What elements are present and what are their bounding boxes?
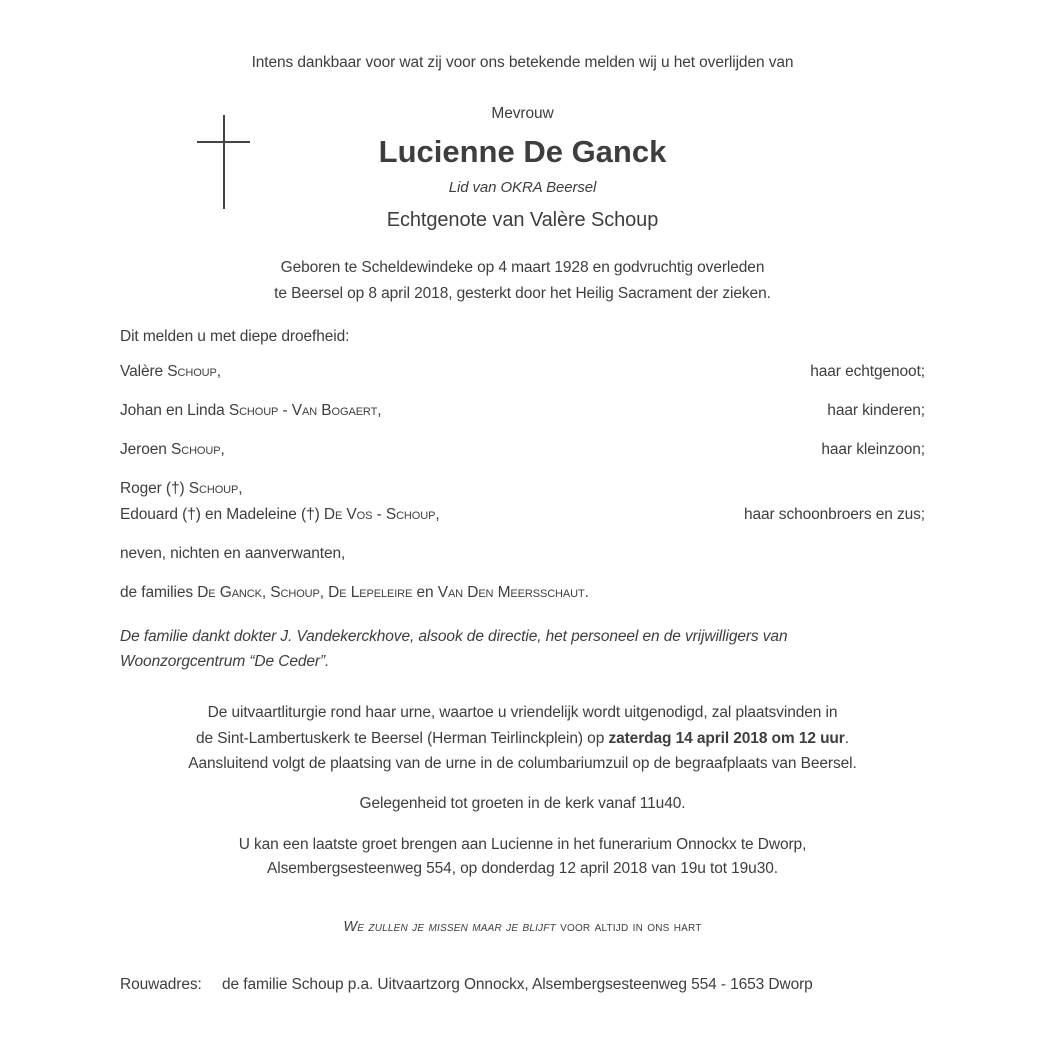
relative-row [120, 437, 925, 463]
relative-name: de families De Ganck, Schoup, De Lepeleire en Van Den Meersschaut. [120, 584, 589, 601]
mourning-address-value: de familie Schoup p.a. Uitvaartzorg Onnockx, Alsembergsesteenweg 554 - 1653 Dworp [222, 975, 813, 993]
relative-name: Roger (†) Schoup, Edouard (†) en Madeleine (†) De Vos - Schoup, [120, 480, 440, 523]
relative-row [120, 476, 925, 528]
relative-name: Johan en Linda Schoup - Van Bogaert, [120, 402, 382, 419]
relative-row [120, 580, 925, 606]
salutation: Mevrouw [491, 105, 554, 122]
intro-line: Intens dankbaar voor wat zij voor ons betekende melden wij u het overlijden van [251, 54, 794, 71]
relatives-list [120, 359, 925, 606]
funeral-details: De uitvaartliturgie rond haar urne, waartoe u vriendelijk wordt uitgenodigd, zal plaatsvinden in de Sint-Lambertuskerk te Beersel (Herman Teirlinckplein) op zaterdag 14 april 2018 om 12 uur. Aansluitend volgt de plaatsing van de urne in de columbariumzuil op de begraafplaats van Beersel. [188, 704, 857, 772]
relative-row [120, 398, 925, 424]
memorial-quote: We zullen je missen maar je blijft voor altijd in ons hart [343, 918, 702, 935]
relative-relation: haar schoonbroers en zus; [743, 506, 925, 523]
greeting-line: Gelegenheid tot groeten in de kerk vanaf 11u40. [359, 794, 686, 812]
relative-relation: haar kleinzoon; [821, 441, 925, 458]
relative-relation: haar kinderen; [827, 402, 925, 419]
deceased-name: Lucienne De Ganck [378, 134, 667, 169]
visitation-details: U kan een laatste groet brengen aan Lucienne in het funerarium Onnockx te Dworp, Alsembergsesteenweg 554, op donderdag 12 april 2018 van 19u tot 19u30. [238, 835, 807, 877]
mourning-address-label: Rouwadres: [120, 975, 202, 993]
relative-relation: haar echtgenoot; [810, 363, 925, 380]
announcement-line: Dit melden u met diepe droefheid: [120, 328, 350, 345]
relative-name: neven, nichten en aanverwanten, [120, 545, 346, 562]
spouse-line: Echtgenote van Valère Schoup [386, 209, 659, 231]
relative-row [120, 359, 925, 385]
relative-name: Jeroen Schoup, [120, 441, 225, 458]
relative-name: Valère Schoup, [120, 363, 221, 380]
mourning-address [120, 975, 925, 994]
relative-row [120, 541, 925, 567]
membership-line: Lid van OKRA Beersel [448, 179, 597, 196]
life-dates: Geboren te Scheldewindeke op 4 maart 1928 en godvruchtig overleden te Beersel op 8 april 2018, gesterkt door het Heilig Sacrament der zieken. [274, 259, 771, 302]
thanks-note: De familie dankt dokter J. Vandekerckhove, alsook de directie, het personeel en de vrijwilligers van Woonzorgcentrum “De Ceder”. [120, 628, 788, 670]
memorial-cross-icon [197, 114, 251, 210]
